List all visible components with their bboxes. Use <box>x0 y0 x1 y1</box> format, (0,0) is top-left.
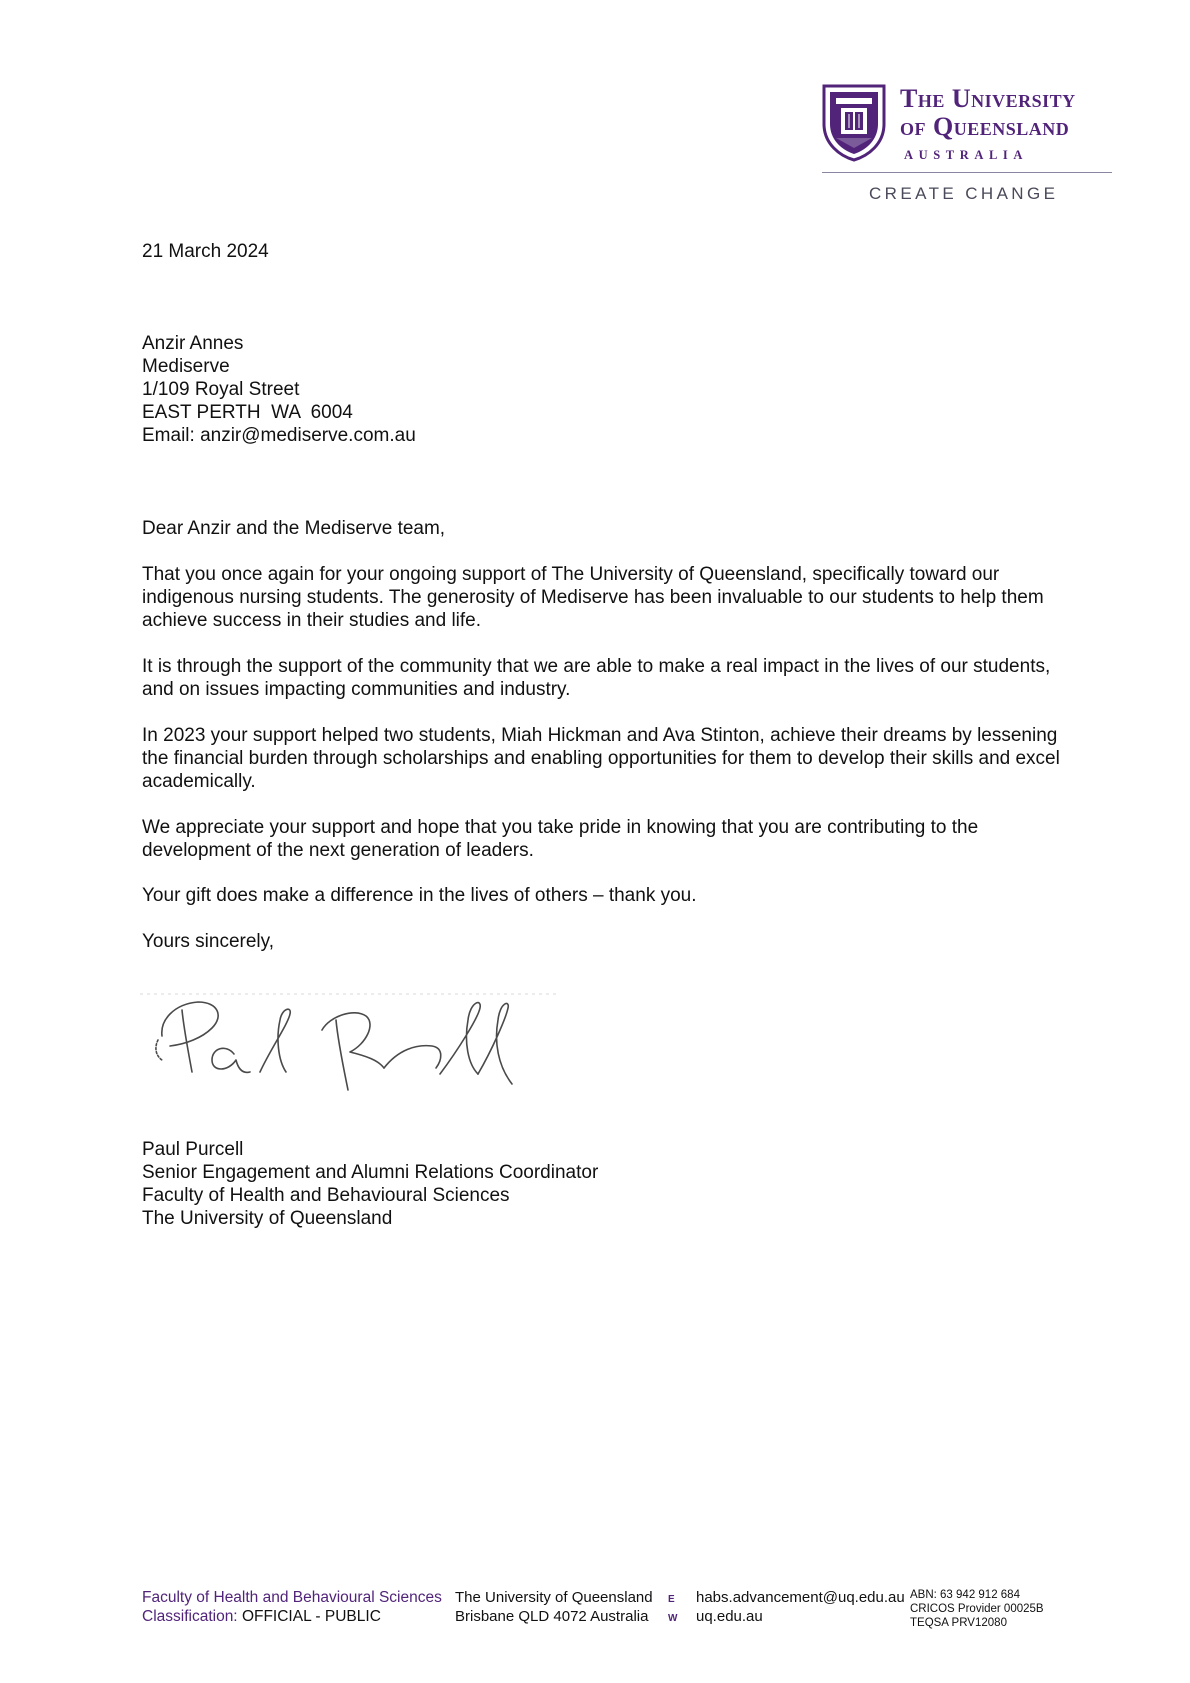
signatory-block <box>142 1138 598 1230</box>
signatory-faculty: Faculty of Health and Behavioural Sciences <box>142 1185 510 1206</box>
footer-teqsa: TEQSA PRV12080 <box>910 1617 1007 1629</box>
salutation: Dear Anzir and the Mediserve team, <box>142 518 446 539</box>
recipient-email: Email: anzir@mediserve.com.au <box>142 425 416 446</box>
body-paragraph: We appreciate your support and hope that you take pride in knowing that you are contributing to the development of the next generation of leaders. <box>142 817 979 861</box>
footer-contact-block <box>696 1588 905 1626</box>
footer-abn: ABN: 63 942 912 684 <box>910 1589 1020 1601</box>
body-paragraph: That you once again for your ongoing support of The University of Queensland, specifically toward our indigenous nursing students. The generosity of Mediserve has been invaluable to our students to help them achieve success in their studies and life. <box>142 564 1044 631</box>
logo-tagline: CREATE CHANGE <box>869 184 1059 203</box>
university-crest-icon <box>822 84 886 162</box>
web-label: W <box>668 1613 678 1624</box>
footer-classification <box>142 1607 442 1626</box>
body-paragraph: In 2023 your support helped two students, Miah Hickman and Ava Stinton, achieve their dreams by lessening the financial burden through scholarships and enabling opportunities for them to develop their skills and excel academically. <box>142 725 1060 792</box>
university-logo <box>822 84 1114 204</box>
email-label: E <box>668 1594 675 1605</box>
footer-faculty-block <box>142 1588 442 1626</box>
footer-address-block <box>455 1588 653 1626</box>
letter-closing: Yours sincerely, <box>142 931 275 952</box>
recipient-name: Anzir Annes <box>142 333 244 354</box>
recipient-company: Mediserve <box>142 356 230 377</box>
signatory-title: Senior Engagement and Alumni Relations Coordinator <box>142 1162 599 1183</box>
body-paragraph: It is through the support of the community that we are able to make a real impact in the lives of our students, and on issues impacting communities and industry. <box>142 656 1051 700</box>
classification-value: OFFICIAL - PUBLIC <box>241 1608 381 1625</box>
recipient-street: 1/109 Royal Street <box>142 379 300 400</box>
recipient-address <box>142 332 416 447</box>
signatory-university: The University of Queensland <box>142 1208 393 1229</box>
recipient-city: EAST PERTH WA 6004 <box>142 402 353 423</box>
logo-country: AUSTRALIA <box>904 148 1029 162</box>
footer-faculty: Faculty of Health and Behavioural Sciences <box>142 1589 442 1606</box>
body-paragraph: Your gift does make a difference in the lives of others – thank you. <box>142 885 697 906</box>
logo-line-2: of Queensland <box>900 112 1070 141</box>
footer-cricos: CRICOS Provider 00025B <box>910 1603 1044 1615</box>
footer-web-link[interactable]: uq.edu.au <box>696 1608 763 1625</box>
footer-address-line-2: Brisbane QLD 4072 Australia <box>455 1608 649 1625</box>
logo-line-1: The University <box>900 84 1076 113</box>
page-footer <box>0 1588 1190 1648</box>
handwritten-signature <box>140 990 570 1105</box>
footer-email-link[interactable]: habs.advancement@uq.edu.au <box>696 1589 905 1606</box>
footer-address-line-1: The University of Queensland <box>455 1589 653 1606</box>
letter-date: 21 March 2024 <box>142 241 269 262</box>
footer-registration-block <box>910 1588 1044 1630</box>
classification-label: Classification: <box>142 1608 238 1625</box>
logo-divider <box>822 172 1112 173</box>
signatory-name: Paul Purcell <box>142 1139 244 1160</box>
footer-contact-labels <box>668 1590 677 1628</box>
